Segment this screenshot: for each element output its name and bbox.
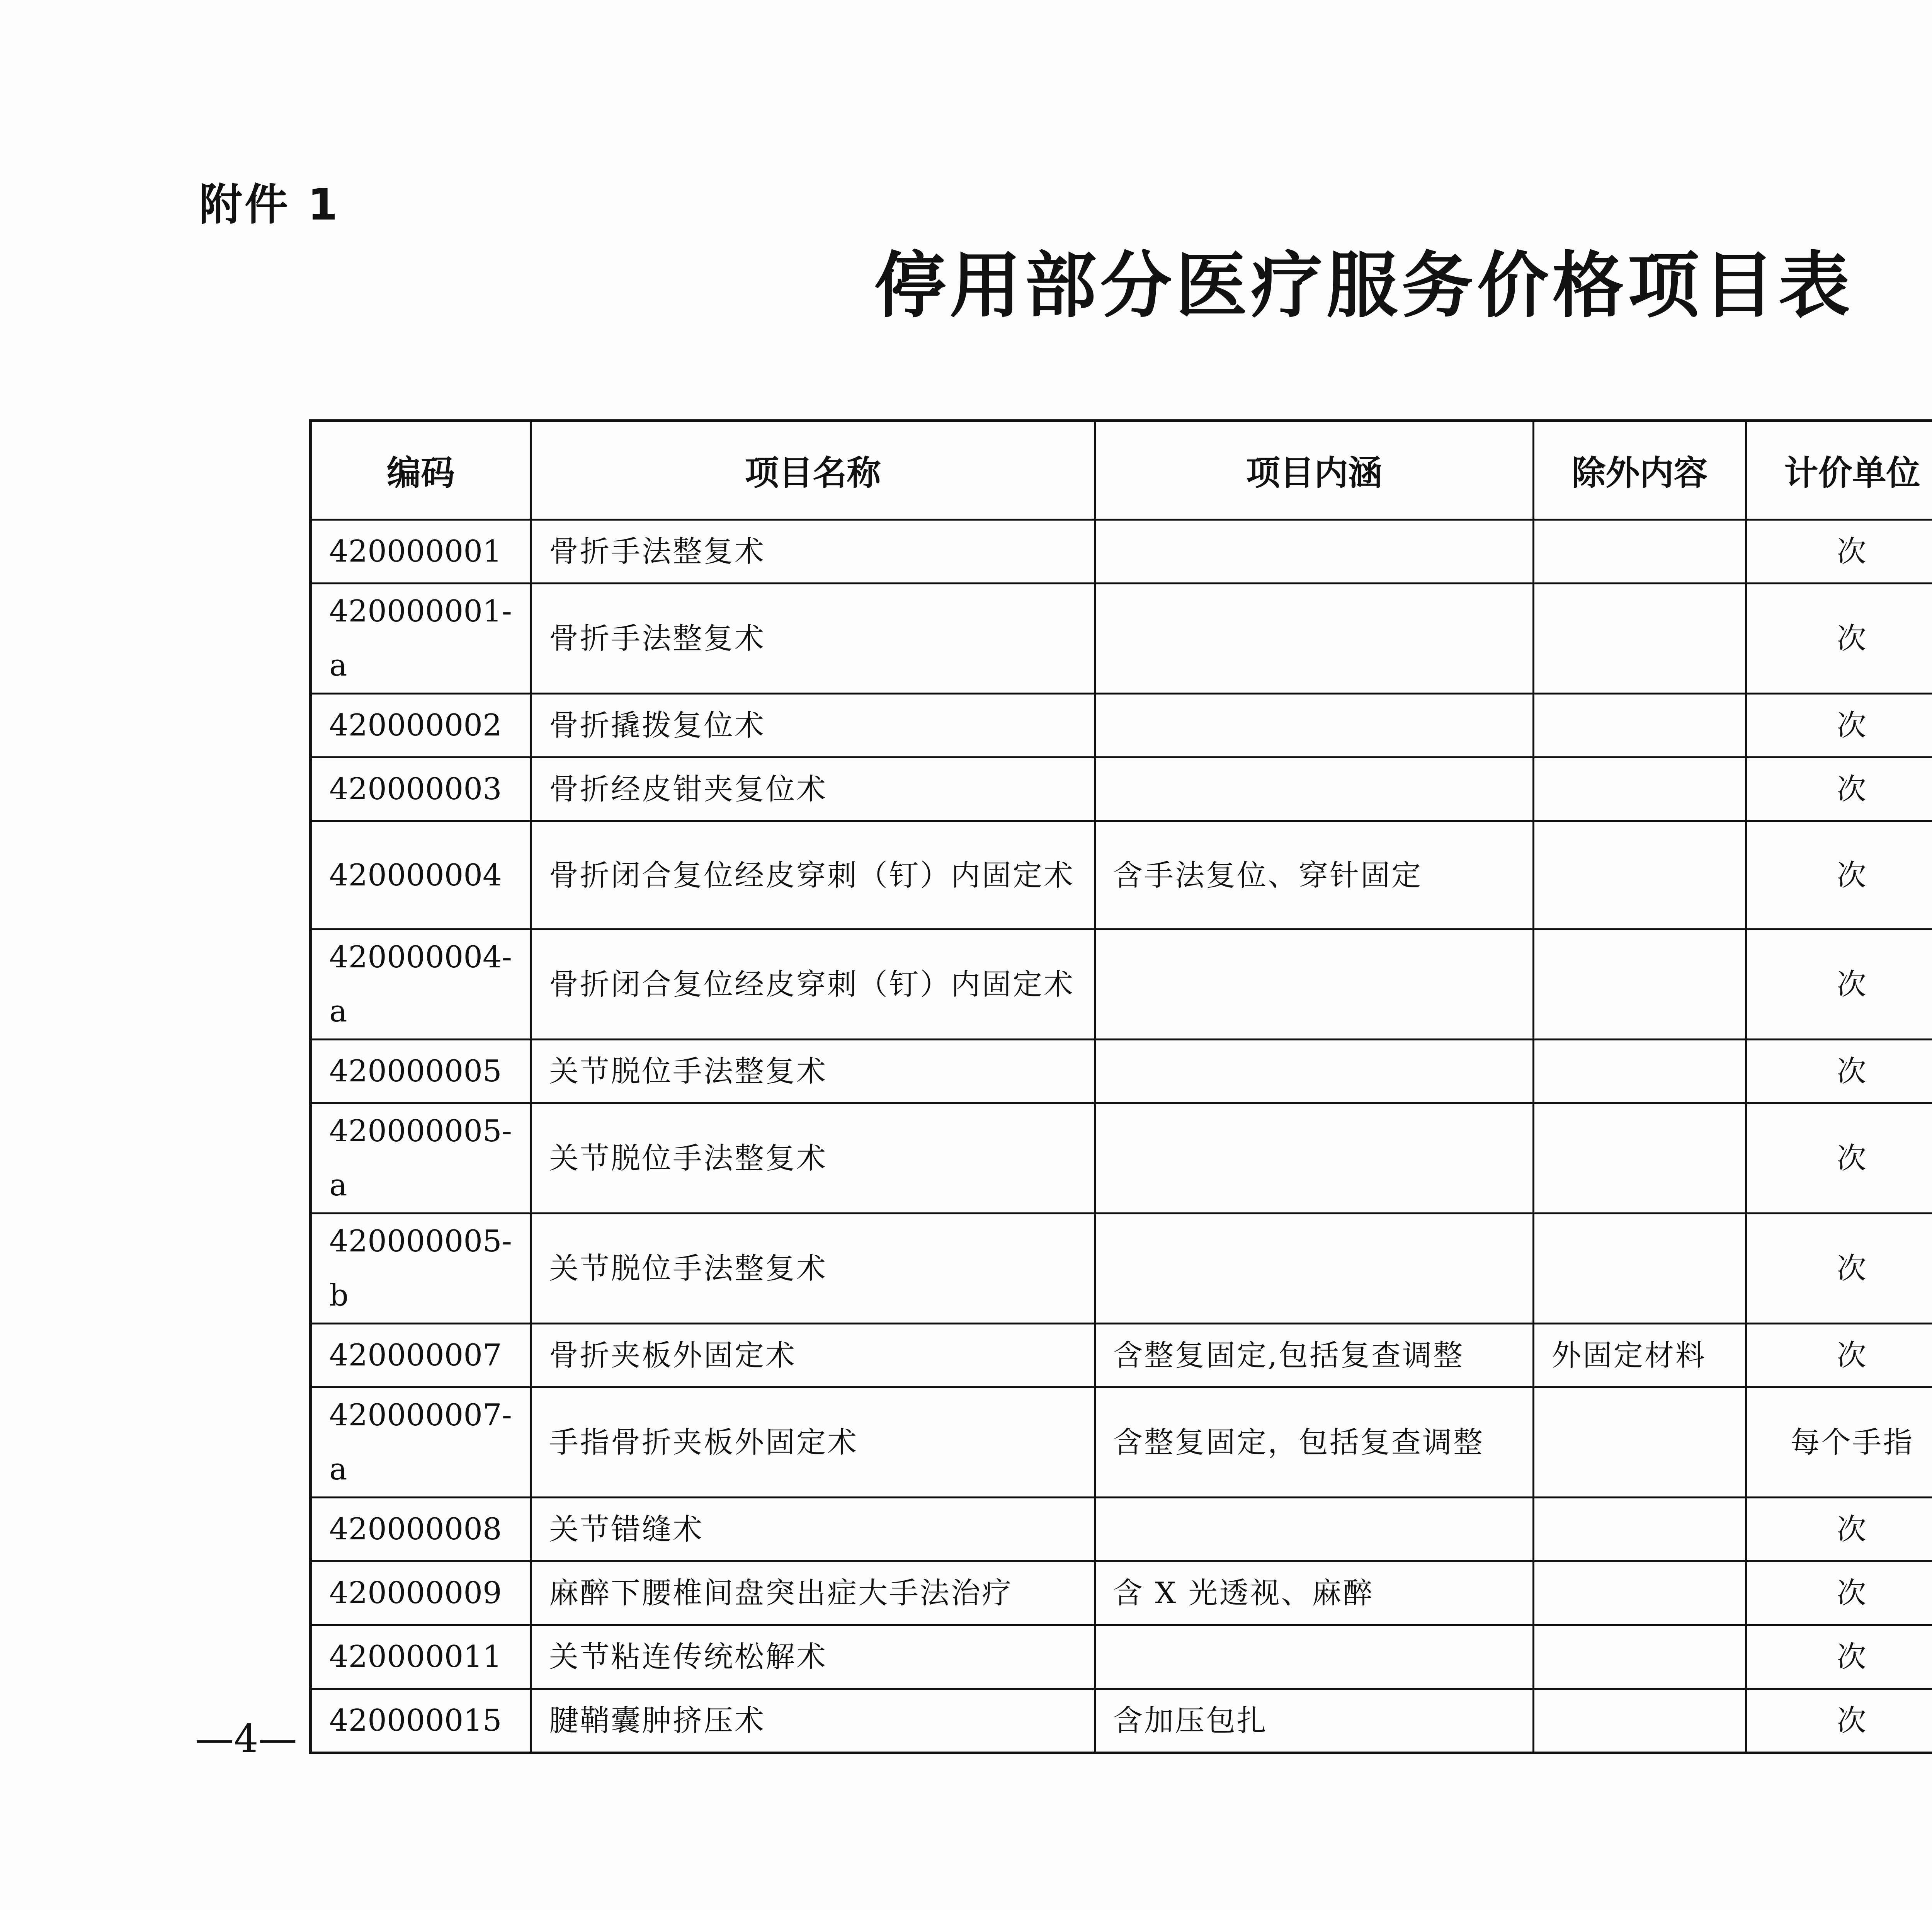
cell-name: 骨折经皮钳夹复位术 [531,758,1095,821]
cell-content [1095,1498,1534,1561]
cell-unit: 次 [1746,1561,1932,1625]
cell-name: 骨折闭合复位经皮穿刺（钉）内固定术 [531,929,1095,1040]
table-row [311,1324,1932,1387]
cell-unit: 次 [1746,1625,1932,1689]
cell-content [1095,1625,1534,1689]
cell-unit: 次 [1746,1498,1932,1561]
cell-code: 420000008 [311,1498,531,1561]
table-row [311,1498,1932,1561]
cell-unit: 次 [1746,929,1932,1040]
header-exclusion: 除外内容 [1534,421,1746,520]
cell-unit: 次 [1746,1103,1932,1214]
cell-name: 手指骨折夹板外固定术 [531,1387,1095,1498]
table-row [311,1625,1932,1689]
cell-content [1095,584,1534,694]
cell-code: 420000009 [311,1561,531,1625]
cell-code: 420000003 [311,758,531,821]
table-body [311,520,1932,1753]
cell-exclusion [1534,929,1746,1040]
cell-code: 420000015 [311,1689,531,1753]
table-row [311,1689,1932,1753]
cell-name: 关节脱位手法整复术 [531,1214,1095,1324]
cell-name: 腱鞘囊肿挤压术 [531,1689,1095,1753]
cell-code: 420000002 [311,694,531,758]
table-row [311,694,1932,758]
cell-unit: 次 [1746,758,1932,821]
cell-exclusion [1534,1561,1746,1625]
cell-exclusion [1534,758,1746,821]
cell-name: 麻醉下腰椎间盘突出症大手法治疗 [531,1561,1095,1625]
cell-name: 骨折撬拨复位术 [531,694,1095,758]
page-number: —4— [195,1716,297,1761]
cell-exclusion [1534,584,1746,694]
cell-exclusion [1534,1498,1746,1561]
cell-content: 含手法复位、穿针固定 [1095,821,1534,929]
table-row [311,1040,1932,1103]
cell-content [1095,520,1534,584]
table-row [311,1561,1932,1625]
table-row [311,584,1932,694]
cell-content: 含加压包扎 [1095,1689,1534,1753]
cell-name: 骨折夹板外固定术 [531,1324,1095,1387]
cell-unit: 次 [1746,1214,1932,1324]
table-row [311,520,1932,584]
cell-code: 420000001-a [311,584,531,694]
table-row [311,929,1932,1040]
cell-code: 420000005-a [311,1103,531,1214]
cell-name: 关节脱位手法整复术 [531,1103,1095,1214]
cell-name: 骨折手法整复术 [531,520,1095,584]
header-row [311,421,1932,520]
cell-exclusion [1534,821,1746,929]
cell-content [1095,929,1534,1040]
header-name: 项目名称 [531,421,1095,520]
cell-code: 420000005-b [311,1214,531,1324]
cell-unit: 次 [1746,1324,1932,1387]
cell-name: 关节脱位手法整复术 [531,1040,1095,1103]
cell-content: 含整复固定,包括复查调整 [1095,1324,1534,1387]
cell-unit: 次 [1746,821,1932,929]
cell-exclusion [1534,1689,1746,1753]
cell-name: 关节粘连传统松解术 [531,1625,1095,1689]
cell-content: 含 X 光透视、麻醉 [1095,1561,1534,1625]
cell-exclusion [1534,520,1746,584]
cell-exclusion [1534,694,1746,758]
cell-name: 骨折手法整复术 [531,584,1095,694]
cell-exclusion: 外固定材料 [1534,1324,1746,1387]
cell-content [1095,1040,1534,1103]
attachment-label: 附件 1 [199,180,340,230]
table-row [311,1214,1932,1324]
cell-code: 420000005 [311,1040,531,1103]
table-row [311,1103,1932,1214]
cell-exclusion [1534,1040,1746,1103]
cell-unit: 次 [1746,584,1932,694]
cell-unit: 每个手指 [1746,1387,1932,1498]
cell-unit: 次 [1746,1689,1932,1753]
header-code: 编码 [311,421,531,520]
table-row [311,1387,1932,1498]
page-title: 停用部分医疗服务价格项目表 [874,243,1854,327]
cell-content [1095,1214,1534,1324]
cell-unit: 次 [1746,1040,1932,1103]
cell-content [1095,758,1534,821]
header-content: 项目内涵 [1095,421,1534,520]
cell-content: 含整复固定，包括复查调整 [1095,1387,1534,1498]
table-row [311,821,1932,929]
cell-name: 关节错缝术 [531,1498,1095,1561]
cell-name: 骨折闭合复位经皮穿刺（钉）内固定术 [531,821,1095,929]
cell-unit: 次 [1746,520,1932,584]
cell-content [1095,1103,1534,1214]
cell-code: 420000011 [311,1625,531,1689]
price-items-table [309,419,1932,1754]
cell-code: 420000004 [311,821,531,929]
cell-exclusion [1534,1214,1746,1324]
cell-content [1095,694,1534,758]
cell-exclusion [1534,1103,1746,1214]
cell-exclusion [1534,1625,1746,1689]
cell-code: 420000007 [311,1324,531,1387]
header-unit: 计价单位 [1746,421,1932,520]
cell-unit: 次 [1746,694,1932,758]
table-header [311,421,1932,520]
table-row [311,758,1932,821]
cell-exclusion [1534,1387,1746,1498]
cell-code: 420000001 [311,520,531,584]
cell-code: 420000004-a [311,929,531,1040]
cell-code: 420000007-a [311,1387,531,1498]
